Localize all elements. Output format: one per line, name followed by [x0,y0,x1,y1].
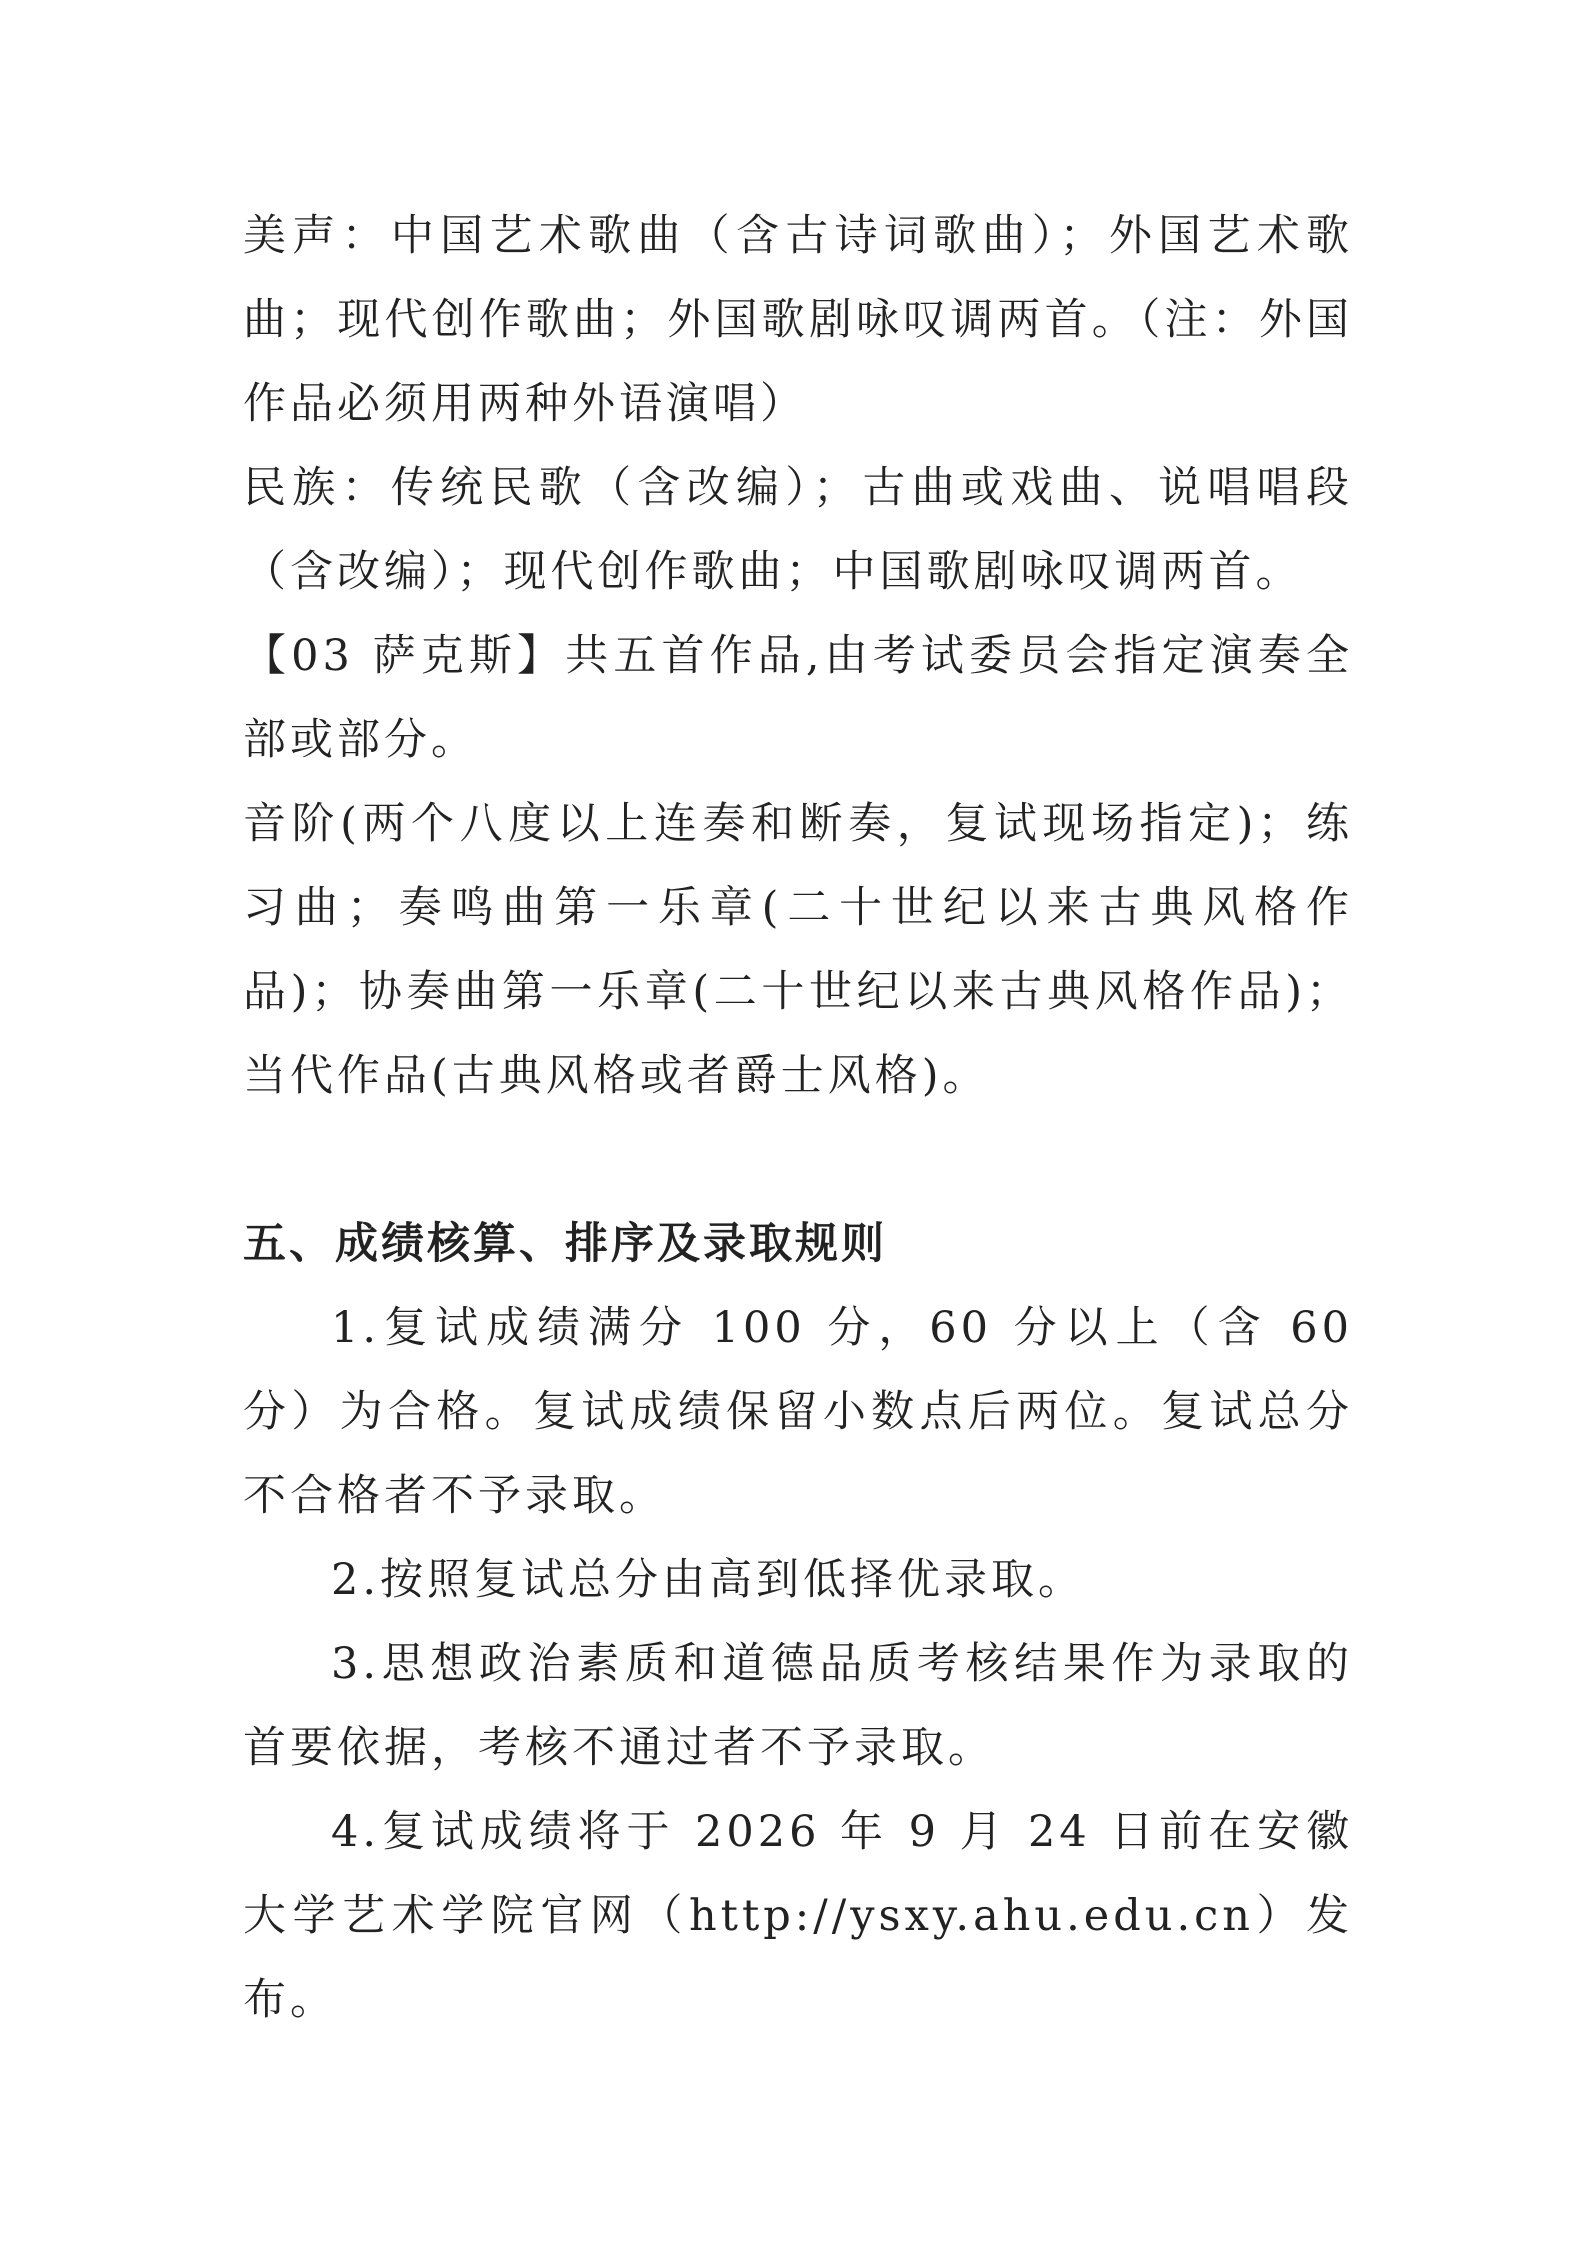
paragraph-sax-detail: 音阶(两个八度以上连奏和断奏，复试现场指定)；练习曲；奏鸣曲第一乐章(二十世纪以来古典风格作品)；协奏曲第一乐章(二十世纪以来古典风格作品)；当代作品(古典风格或者爵士风格)。 [243,799,1353,1101]
section-heading: 五、成绩核算、排序及录取规则 [243,1219,887,1269]
rule-item-4: 4.复试成绩将于 2026 年 9 月 24 日前在安徽大学艺术学院官网（http://ysxy.ahu.edu.cn）发布。 [243,1807,1353,2025]
rule-item-2: 2.按照复试总分由高到低择优录取。 [331,1555,1086,1605]
paragraph-minzu: 民族：传统民歌（含改编）；古曲或戏曲、说唱唱段（含改编）；现代创作歌曲；中国歌剧咏叹调两首。 [243,463,1353,597]
paragraph-meisheng: 美声：中国艺术歌曲（含古诗词歌曲）；外国艺术歌曲；现代创作歌曲；外国歌剧咏叹调两首。（注：外国作品必须用两种外语演唱） [243,211,1353,429]
rule-item-1: 1.复试成绩满分 100 分，60 分以上（含 60 分）为合格。复试成绩保留小数点后两位。复试总分不合格者不予录取。 [243,1303,1353,1521]
rule-item-3: 3.思想政治素质和道德品质考核结果作为录取的首要依据，考核不通过者不予录取。 [243,1639,1353,1773]
document-body [243,194,1353,2042]
paragraph-sax-title: 【03 萨克斯】共五首作品,由考试委员会指定演奏全部或部分。 [243,631,1353,765]
